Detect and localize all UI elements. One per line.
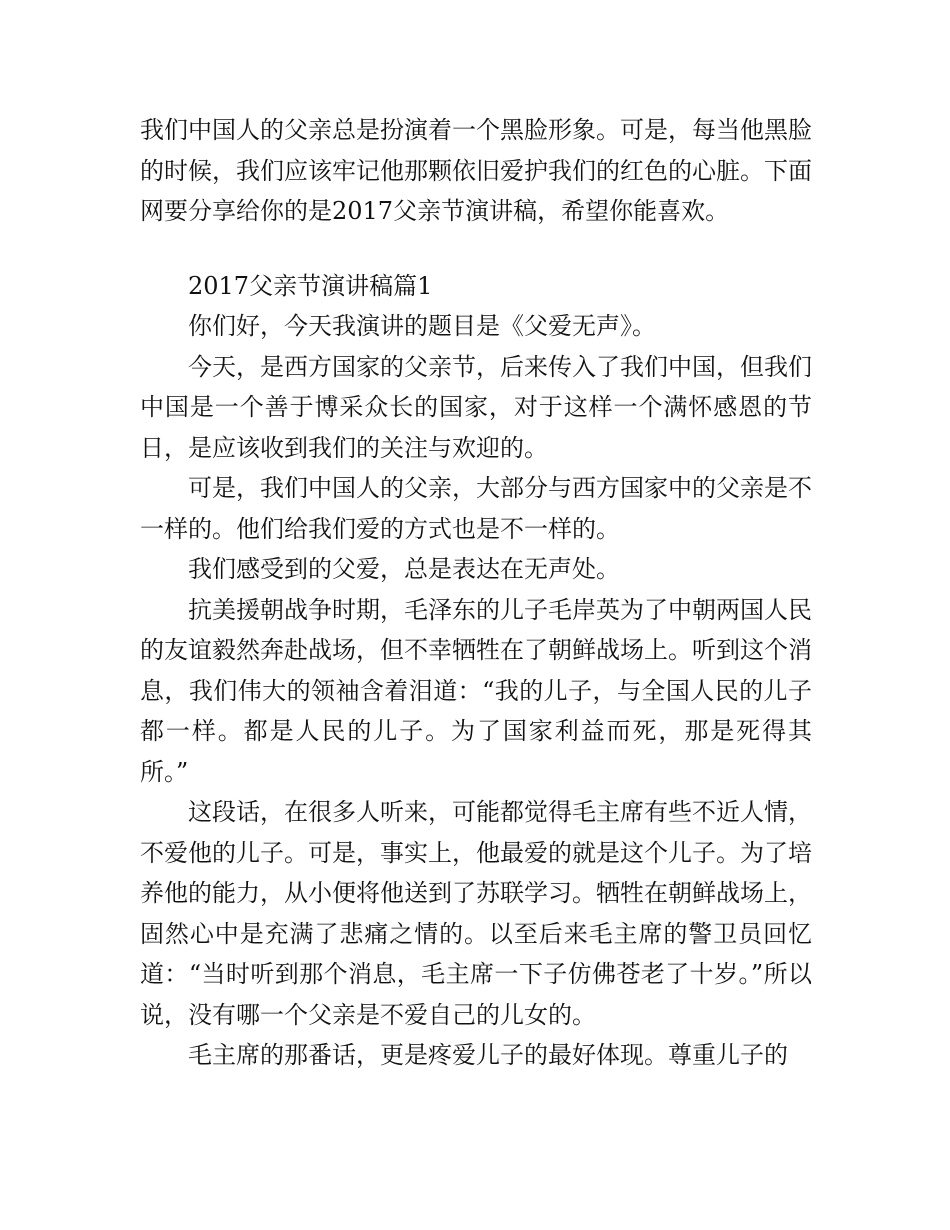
body-paragraph-7: 毛主席的那番话，更是疼爱儿子的最好体现。尊重儿子的: [188, 1041, 788, 1069]
body-paragraph-4: 我们感受到的父爱，总是表达在无声处。: [188, 555, 620, 583]
section-spacer: [140, 232, 812, 266]
intro-paragraph: 我们中国人的父亲总是扮演着一个黑脸形象。可是，每当他黑脸的时候，我们应该牢记他那颗依旧爱护我们的红色的心脏。下面网要分享给你的是2017父亲节演讲稿，希望你能喜欢。: [140, 116, 812, 225]
document-body: [140, 110, 812, 1076]
body-paragraph-2: 今天，是西方国家的父亲节，后来传入了我们中国，但我们中国是一个善于博采众长的国家，对于这样一个满怀感恩的节日，是应该收到我们的关注与欢迎的。: [140, 352, 812, 462]
body-paragraph-1: 你们好，今天我演讲的题目是《父爱无声》。: [188, 312, 656, 340]
section-heading: 2017父亲节演讲稿篇1: [188, 271, 433, 300]
body-paragraph-5: 抗美援朝战争时期，毛泽东的儿子毛岸英为了中朝两国人民的友谊毅然奔赴战场，但不幸牺牲在了朝鲜战场上。听到这个消息，我们伟大的领袖含着泪道：“我的儿子，与全国人民的儿子都一样。都是人民的儿子。为了国家利益而死，那是死得其所。”: [140, 595, 812, 786]
body-paragraph-6: 这段话，在很多人听来，可能都觉得毛主席有些不近人情，不爱他的儿子。可是，事实上，他最爱的就是这个儿子。为了培养他的能力，从小便将他送到了苏联学习。牺牲在朝鲜战场上，固然心中是充满了悲痛之情的。以至后来毛主席的警卫员回忆道：“当时听到那个消息，毛主席一下子仿佛苍老了十岁。”所以说，没有哪一个父亲是不爱自己的儿女的。: [140, 798, 812, 1029]
body-paragraph-3: 可是，我们中国人的父亲，大部分与西方国家中的父亲是不一样的。他们给我们爱的方式也是不一样的。: [140, 474, 812, 543]
